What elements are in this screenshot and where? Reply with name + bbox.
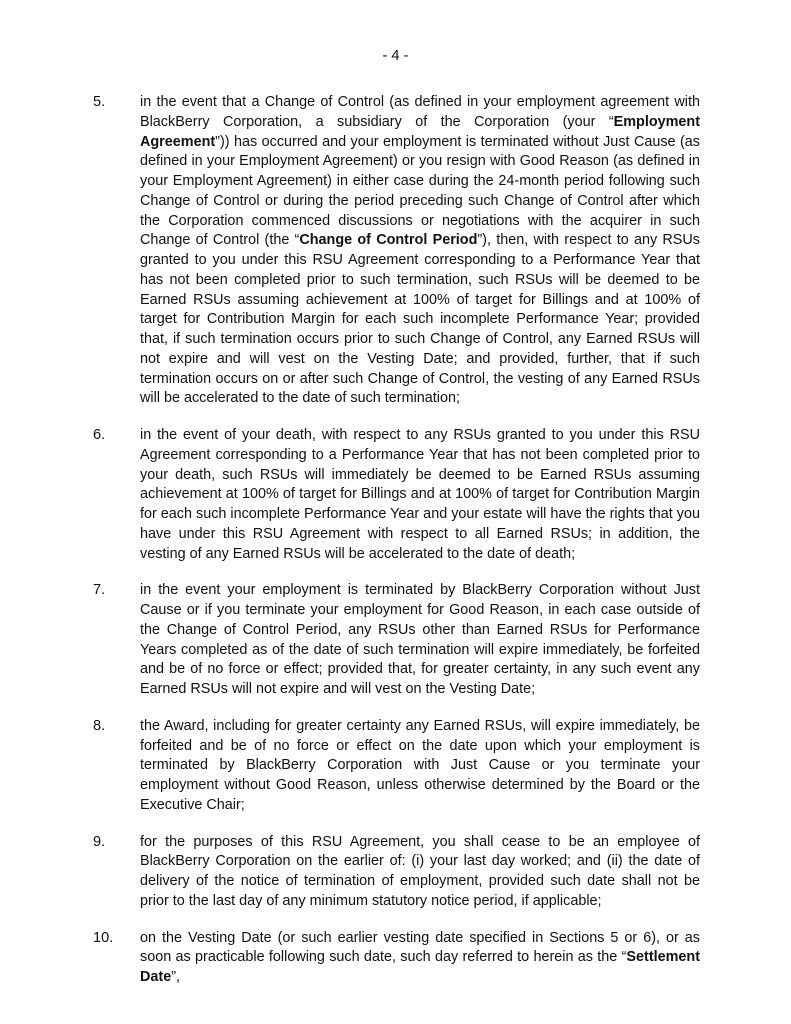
clause-item xyxy=(0,93,791,409)
clause-text-segment: in the event your employment is terminated by BlackBerry Corporation without Just Cause or if you terminate your employment for Good Reason, in each case outside of the Change of Control Period, any RSUs other than Earned RSUs for Performance Years completed as of the date of such termination will expire immediately, be forfeited and be of no force or effect; provided that, for greater certainty, in any such event any Earned RSUs will not expire and will vest on the Vesting Date; xyxy=(140,582,700,697)
clause-item xyxy=(0,929,791,988)
clause-text xyxy=(140,929,700,988)
clause-text-segment: on the Vesting Date (or such earlier vesting date specified in Sections 5 or 6), or as soon as practicable following such date, such day referred to herein as the “ xyxy=(140,929,700,966)
clause-item xyxy=(0,717,791,816)
clause-text-segment: ”, xyxy=(171,969,180,985)
clause-number: 8. xyxy=(93,717,106,734)
clause-text-segment: ”)) has occurred and your employment is terminated without Just Cause (as defined in your Employment Agreement) or you resign with Good Reason (as defined in your Employment Agreement) in either case during the 24-month period following such Change of Control or during the period preceding such Change of Control after which the Corporation commenced discussions or negotiations with the acquirer in such Change of Control (the “ xyxy=(140,133,700,249)
clause-number: 6. xyxy=(93,427,106,443)
clause-text-segment: ”), then, with respect to any RSUs granted to you under this RSU Agreement corresponding to a Performance Year that has not been completed prior to such termination, such RSUs will be deemed to be Earned RSUs assuming achievement at 100% of target for Billings and at 100% of target for Contribution Margin for each such incomplete Performance Year; provided that, if such termination occurs prior to such Change of Control, any Earned RSUs will not expire and will vest on the Vesting Date; and provided, further, that if such termination occurs on or after such Change of Control, the vesting of any Earned RSUs will be accelerated to the date of such termination; xyxy=(140,232,700,407)
defined-term: Employment Agreement xyxy=(140,113,700,150)
clause-text-segment: in the event that a Change of Control (as defined in your employment agreement with BlackBerry Corporation, a subsidiary of the Corporation (your “ xyxy=(140,94,700,130)
clause-text xyxy=(140,426,700,564)
clause-text-segment: the Award, including for greater certainty any Earned RSUs, will expire immediately, be forfeited and be of no force or effect on the date upon which your employment is terminated by BlackBerry Corporation with Just Cause or you terminate your employment without Good Reason, unless otherwise determined by the Board or the Executive Chair; xyxy=(140,717,700,813)
clause-text-segment: for the purposes of this RSU Agreement, you shall cease to be an employee of BlackBerry Corporation on the earlier of: (i) your last day worked; and (ii) the date of delivery of the notice of termination of employment, provided such date shall not be prior to the last day of any minimum statutory notice period, if applicable; xyxy=(140,833,700,909)
clause-item xyxy=(0,426,791,564)
clause-number: 10. xyxy=(93,929,114,946)
clause-number: 7. xyxy=(93,582,106,599)
clause-text-segment: in the event of your death, with respect to any RSUs granted to you under this RSU Agreement corresponding to a Performance Year that has not been completed prior to your death, such RSUs will immediately be deemed to be Earned RSUs assuming achievement at 100% of target for Billings and at 100% of target for Contribution Margin for each such incomplete Performance Year and your estate will have the rights that you have under this RSU Agreement with respect to all Earned RSUs; in addition, the vesting of any Earned RSUs will be accelerated to the date of death; xyxy=(140,427,700,562)
clause-number: 9. xyxy=(93,833,106,850)
clause-text xyxy=(140,833,700,912)
clause-number: 5. xyxy=(93,94,106,110)
defined-term: Change of Control Period xyxy=(299,232,478,249)
clause-item xyxy=(0,581,791,700)
page-number: - 4 - xyxy=(382,48,409,64)
clause-list xyxy=(0,93,791,1005)
clause-item xyxy=(0,833,791,912)
clause-text xyxy=(140,93,700,409)
clause-text xyxy=(140,717,700,816)
clause-text xyxy=(140,581,700,700)
defined-term: Settlement Date xyxy=(140,949,700,985)
